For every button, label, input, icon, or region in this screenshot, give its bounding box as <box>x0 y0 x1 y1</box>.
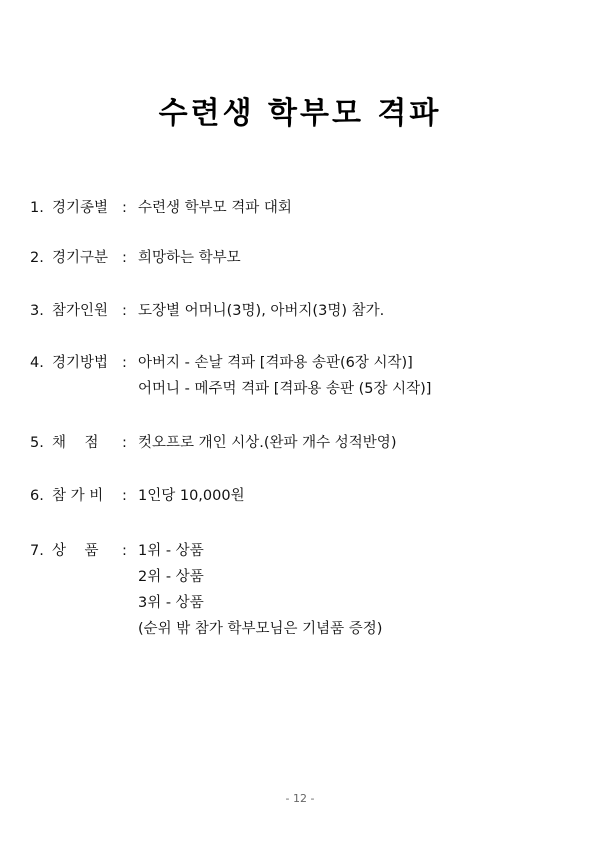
item-number: 7. <box>30 543 44 559</box>
item-number: 1. <box>30 200 44 216</box>
item-value-continued: 어머니 - 메주먹 격파 [격파용 송판 (5장 시작)] <box>138 381 432 397</box>
item-label: 경기구분 <box>52 250 109 266</box>
item-number: 6. <box>30 488 44 504</box>
item-value-continued: 2위 - 상품 <box>138 569 204 585</box>
list-item-division <box>30 245 241 271</box>
item-value: 컷오프로 개인 시상.(완파 개수 성적반영) <box>138 435 397 451</box>
item-value: 1인당 10,000원 <box>138 488 245 504</box>
item-number: 4. <box>30 355 44 371</box>
item-colon: : <box>122 200 127 216</box>
list-item-participants <box>30 298 384 324</box>
item-number: 2. <box>30 250 44 266</box>
item-value: 희망하는 학부모 <box>138 250 241 266</box>
item-colon: : <box>122 488 127 504</box>
item-number: 5. <box>30 435 44 451</box>
item-value-continued: (순위 밖 참가 학부모님은 기념품 증정) <box>138 621 383 637</box>
item-label: 채 점 <box>52 435 99 451</box>
item-value: 도장별 어머니(3명), 아버지(3명) 참가. <box>138 303 385 319</box>
item-colon: : <box>122 303 127 319</box>
item-label: 경기방법 <box>52 355 109 371</box>
list-item-prizes <box>30 538 382 642</box>
list-item-method <box>30 350 431 402</box>
item-colon: : <box>122 250 127 266</box>
item-label: 참가인원 <box>52 303 109 319</box>
page-title: 수련생 학부모 격파 <box>158 96 442 131</box>
item-value-continued: 3위 - 상품 <box>138 595 204 611</box>
item-colon: : <box>122 435 127 451</box>
item-colon: : <box>122 543 127 559</box>
item-label: 상 품 <box>52 543 99 559</box>
item-value: 1위 - 상품 <box>138 543 204 559</box>
list-item-competition-type <box>30 195 292 221</box>
item-value: 아버지 - 손날 격파 [격파용 송판(6장 시작)] <box>138 355 413 371</box>
item-colon: : <box>122 355 127 371</box>
item-number: 3. <box>30 303 44 319</box>
item-label: 경기종별 <box>52 200 109 216</box>
page-number: - 12 - <box>285 792 315 805</box>
item-value: 수련생 학부모 격파 대회 <box>138 200 292 216</box>
list-item-fee <box>30 483 245 509</box>
list-item-scoring <box>30 430 396 456</box>
item-label: 참 가 비 <box>52 488 104 504</box>
